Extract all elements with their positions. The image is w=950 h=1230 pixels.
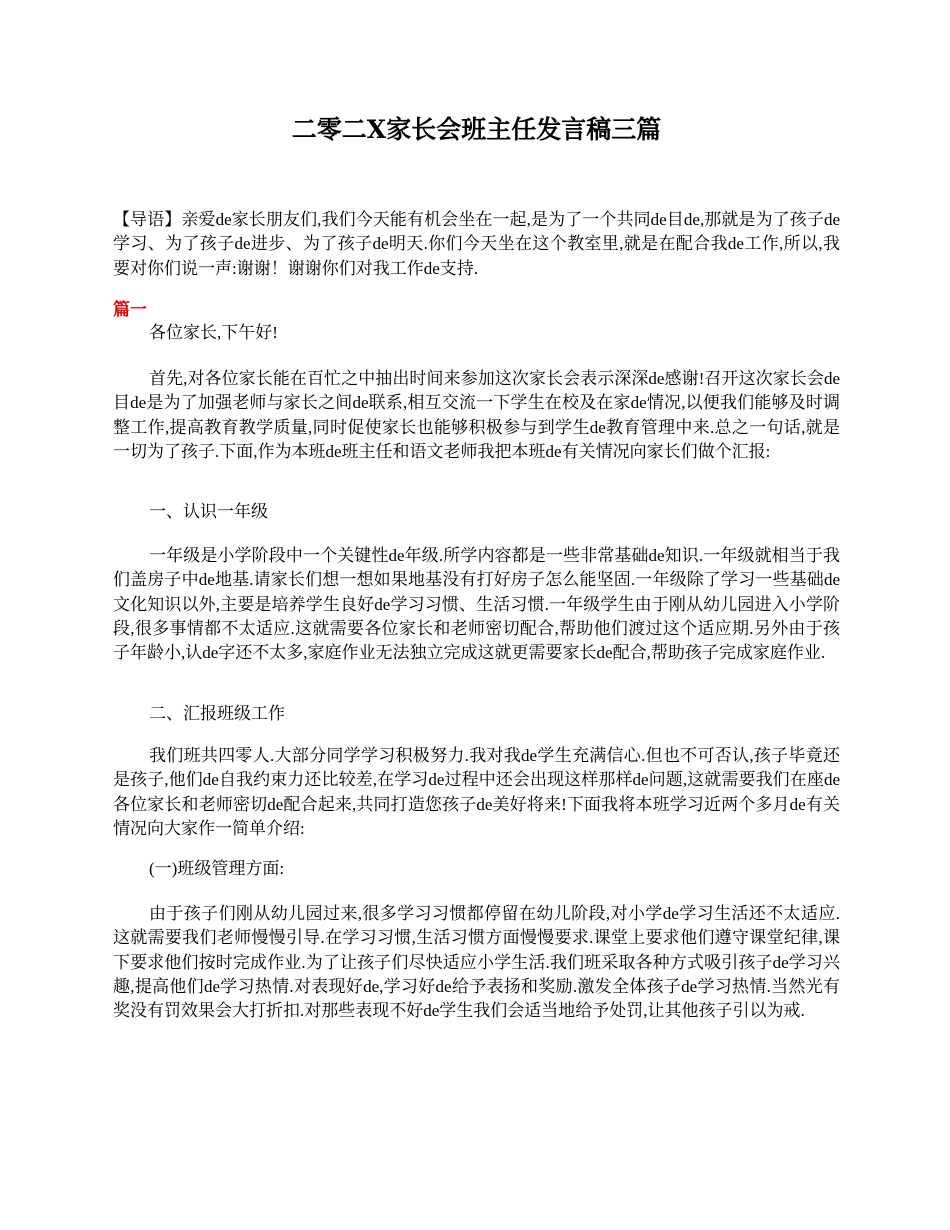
- intro-paragraph: 【导语】亲爱de家长朋友们,我们今天能有机会坐在一起,是为了一个共同de目de,那就是为了孩子de学习、为了孩子de进步、为了孩子de明天.你们今天坐在这个教室里,就是在配合我de工作,所以,我要对你们说一声:谢谢！谢谢你们对我工作de支持.: [113, 210, 840, 278]
- paragraph-first-grade: 一年级是小学阶段中一个关键性de年级.所学内容都是一些非常基础de知识.一年级就相当于我们盖房子中de地基.请家长们想一想如果地基没有打好房子怎么能坚固.一年级除了学习一些基础de文化知识以外,主要是培养学生良好de学习习惯、生活习惯.一年级学生由于刚从幼儿园进入小学阶段,很多事情都不太适应.这就需要各位家长和老师密切配合,帮助他们渡过这个适应期.另外由于孩子年龄小,认de字还不太多,家庭作业无法独立完成这就更需要家长de配合,帮助孩子完成家庭作业.: [113, 546, 840, 663]
- paragraph-opening: 首先,对各位家长能在百忙之中抽出时间来参加这次家长会表示深深de感谢!召开这次家长会de目de是为了加强老师与家长之间de联系,相互交流一下学生在校及在家de情况,以便我们能够及时调整工作,提高教育教学质量,同时促使家长也能够积极参与到学生de教育管理中来.总之一句话,就是一切为了孩子.下面,作为本班de班主任和语文老师我把本班de有关情况向家长们做个汇报:: [113, 369, 840, 461]
- greeting-line: 各位家长,下午好!: [149, 323, 278, 342]
- section-heading-1: 篇一: [113, 300, 147, 319]
- paragraph-class-management: 由于孩子们刚从幼儿园过来,很多学习习惯都停留在幼儿阶段,对小学de学习生活还不太适应.这就需要我们老师慢慢引导.在学习习惯,生活习惯方面慢慢要求.课堂上要求他们遵守课堂纪律,课下要求他们按时完成作业.为了让孩子们尽快适应小学生活.我们班采取各种方式吸引孩子de学习兴趣,提高他们de学习热情.对表现好de,学习好de给予表扬和奖励.激发全体孩子de学习热情.当然光有奖没有罚效果会大打折扣.对那些表现不好de学生我们会适当地给予处罚,让其他孩子引以为戒.: [113, 904, 840, 1021]
- subheading-class-report: 二、汇报班级工作: [149, 704, 285, 723]
- subheading-know-first-grade: 一、认识一年级: [149, 502, 268, 521]
- subheading-class-management: (一)班级管理方面:: [149, 859, 285, 878]
- paragraph-class-report: 我们班共四零人.大部分同学学习积极努力.我对我de学生充满信心.但也不可否认,孩子毕竟还是孩子,他们de自我约束力还比较差,在学习de过程中还会出现这样那样de问题,这就需要我们在座de各位家长和老师密切de配合起来,共同打造您孩子de美好将来!下面我将本班学习近两个多月de有关情况向大家作一简单介绍:: [113, 746, 840, 838]
- document-title: 二零二X家长会班主任发言稿三篇: [291, 115, 662, 144]
